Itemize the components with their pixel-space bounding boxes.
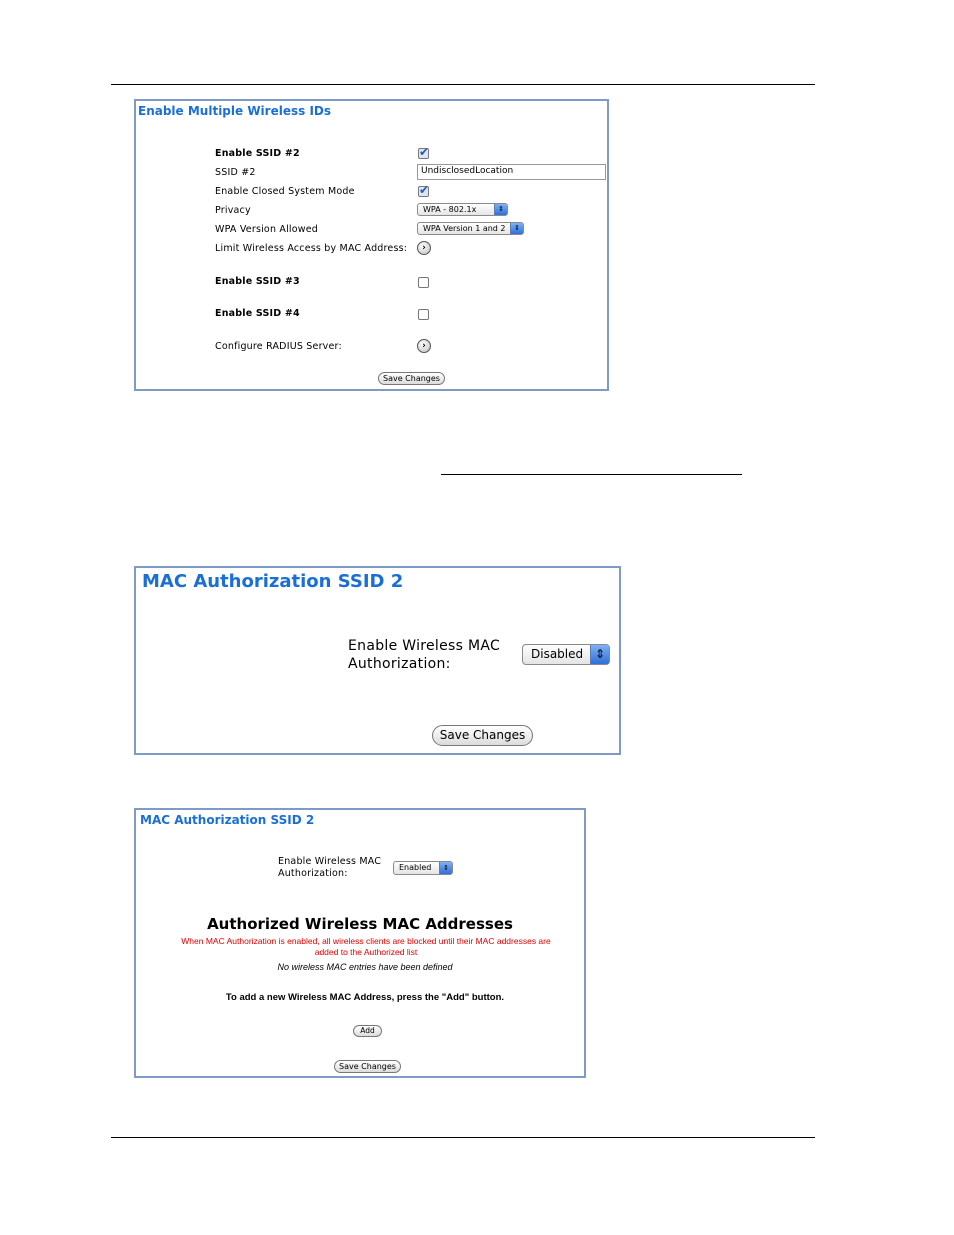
up-down-arrows-icon: ⇕ [590,645,609,664]
mac-auth-select-value: Enabled [399,863,432,872]
enable-mac-auth-label-line2: Authorization: [278,868,348,879]
panel-title: MAC Authorization SSID 2 [140,813,315,827]
header-rule [111,84,815,85]
no-entries-text: No wireless MAC entries have been defined [277,962,453,972]
enable-mac-auth-label [278,856,381,880]
radius-label: Configure RADIUS Server: [215,341,342,352]
wpa-version-label: WPA Version Allowed [215,224,319,235]
enable-mac-auth-label-line1: Enable Wireless MAC [348,638,501,654]
mac-auth-select-value: Disabled [531,647,584,661]
enable-mac-auth-label-line1: Enable Wireless MAC [278,856,382,867]
add-button[interactable]: Add [353,1025,382,1037]
limit-mac-label: Limit Wireless Access by MAC Address: [215,243,408,254]
up-down-arrows-icon: ⇕ [439,862,452,874]
chevron-right-icon[interactable]: › [417,241,431,255]
enable-ssid2-label: Enable SSID #2 [215,148,300,159]
add-instruction-text: To add a new Wireless MAC Address, press the "Add" button. [225,992,505,1003]
save-changes-button[interactable]: Save Changes [378,372,445,385]
panel-title: MAC Authorization SSID 2 [142,571,404,592]
panel-title: Enable Multiple Wireless IDs [138,104,332,118]
closed-system-mode-checkbox[interactable] [418,186,429,197]
up-down-arrows-icon: ⇕ [494,204,507,215]
enable-ssid4-label: Enable SSID #4 [215,308,300,319]
enable-ssid2-checkbox[interactable] [418,148,429,159]
footer-rule [111,1137,815,1138]
enable-ssid4-checkbox[interactable] [418,309,429,320]
wpa-version-select[interactable] [417,222,524,235]
ssid2-input[interactable]: UndisclosedLocation [417,164,606,180]
multiple-wireless-ids-panel [134,99,609,391]
ssid2-label: SSID #2 [215,167,256,178]
save-changes-button[interactable]: Save Changes [334,1060,401,1073]
mac-auth-warning [136,936,596,958]
mac-authorization-enabled-panel [134,808,586,1078]
hyperlink-underline[interactable] [441,474,742,475]
mac-auth-select[interactable] [522,644,610,665]
wpa-version-select-value: WPA Version 1 and 2 [423,224,506,233]
up-down-arrows-icon: ⇕ [510,223,523,234]
enable-ssid3-label: Enable SSID #3 [215,276,300,287]
mac-auth-select[interactable] [393,861,453,875]
authorized-mac-heading: Authorized Wireless MAC Addresses [207,915,513,933]
privacy-select[interactable] [417,203,508,216]
privacy-select-value: WPA - 802.1x [423,205,477,214]
save-changes-button[interactable]: Save Changes [432,725,533,746]
mac-authorization-disabled-panel [134,566,621,755]
chevron-right-icon[interactable]: › [417,339,431,353]
enable-mac-auth-label [348,637,500,673]
mac-auth-warning-line1: When MAC Authorization is enabled, all wireless clients are blocked until their MAC addresses are [181,936,551,946]
privacy-label: Privacy [215,205,251,216]
mac-auth-warning-line2: added to the Authorized list [314,947,418,957]
enable-ssid3-checkbox[interactable] [418,277,429,288]
closed-system-mode-label: Enable Closed System Mode [215,186,355,197]
enable-mac-auth-label-line2: Authorization: [348,656,451,672]
